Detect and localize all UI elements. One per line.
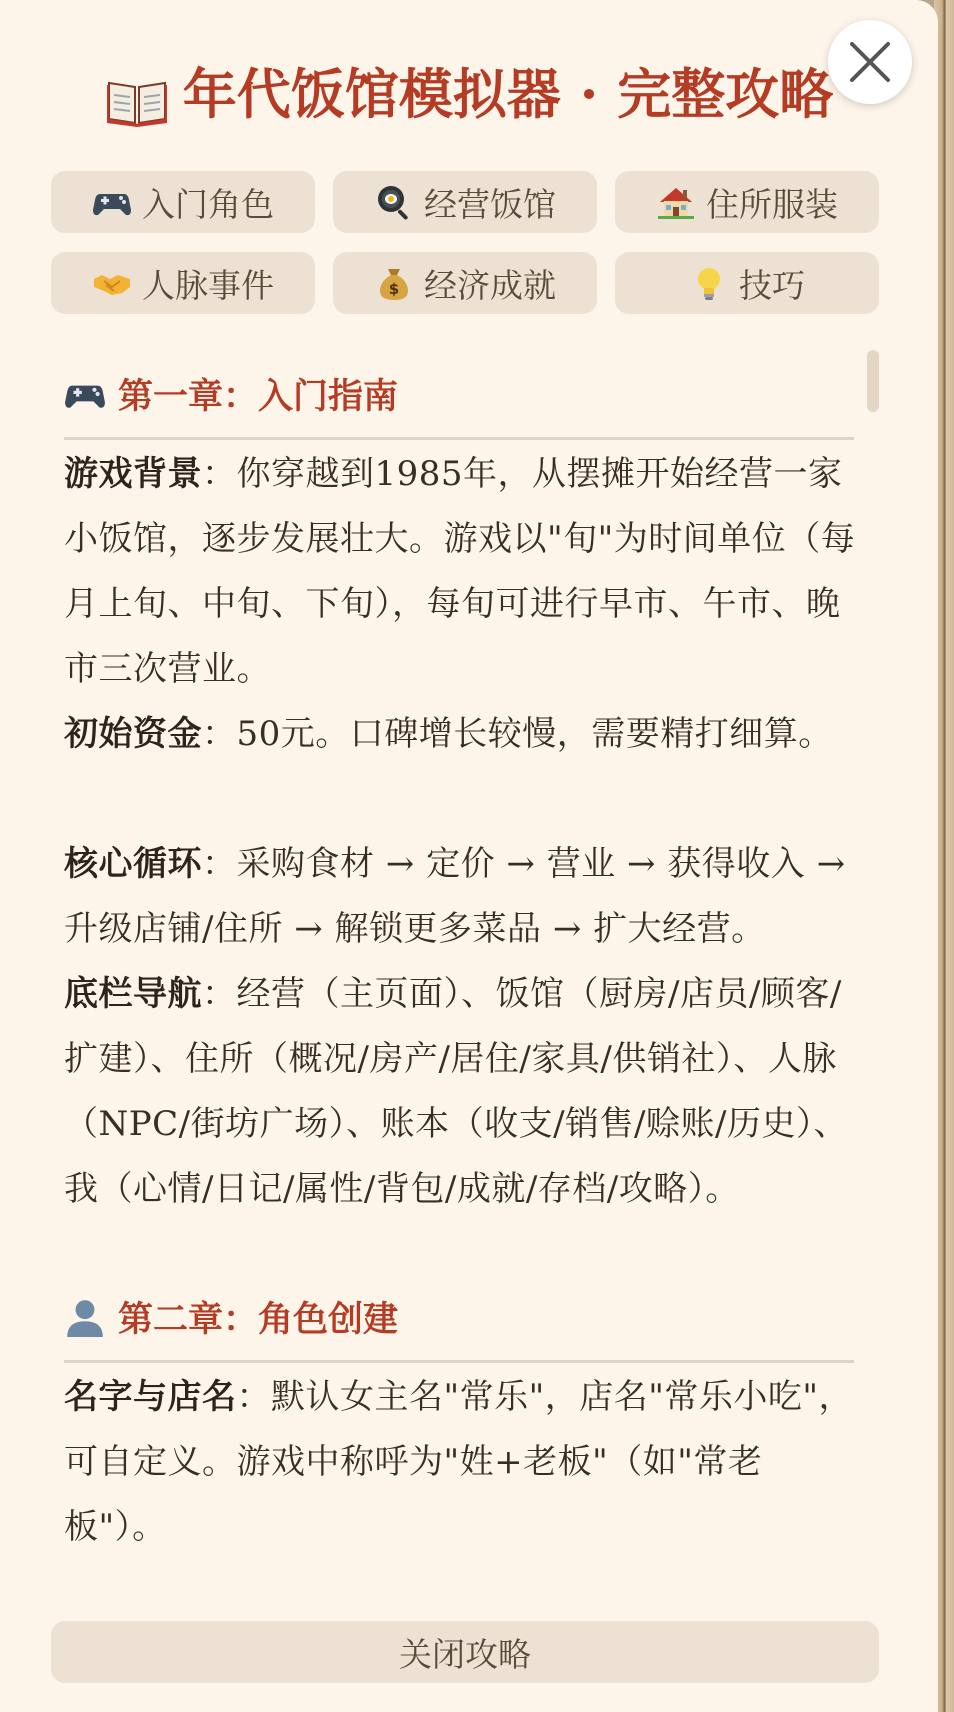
chapter-divider <box>64 437 854 440</box>
paragraph-initial-funds <box>64 702 864 767</box>
paragraph-game-background <box>64 442 864 702</box>
gamepad-icon <box>64 373 106 415</box>
chapter-title: 第一章：入门指南 <box>118 376 399 417</box>
frying-pan-icon <box>374 182 414 222</box>
open-book-icon <box>105 71 169 127</box>
chapter-heading <box>64 1287 854 1347</box>
gamepad-icon <box>92 182 132 222</box>
tab-tips[interactable] <box>615 252 879 314</box>
chapter-title: 第二章：角色创建 <box>118 1299 399 1340</box>
handshake-icon <box>92 263 132 303</box>
paragraph-bottom-nav <box>64 962 864 1222</box>
paragraph-core-loop <box>64 832 864 962</box>
tab-label: 入门角色 <box>142 184 274 224</box>
tab-label: 经营饭馆 <box>424 184 556 224</box>
tab-label: 人脉事件 <box>142 265 274 305</box>
paragraph-text: ：你穿越到1985年，从摆摊开始经营一家小饭馆，逐步发展壮大。游戏以"旬"为时间单位（每月上旬、中旬、下旬），每旬可进行早市、午市、晚市三次营业。 <box>64 454 856 689</box>
tab-label: 住所服装 <box>706 184 838 224</box>
close-guide-button[interactable]: 关闭攻略 <box>51 1621 879 1683</box>
close-icon-button[interactable] <box>828 20 912 104</box>
paragraph-term: 底栏导航 <box>64 974 202 1014</box>
content-scrollbar[interactable] <box>867 350 879 412</box>
paragraph-term: 名字与店名 <box>64 1377 237 1417</box>
paragraph-text: ：经营（主页面）、饭馆（厨房/店员/顾客/扩建）、住所（概况/房产/居住/家具/供销社）、人脉（NPC/街坊广场）、账本（收支/销售/赊账/历史）、我（心情/日记/属性/背包/成就/存档/攻略）。 <box>64 974 848 1209</box>
tab-economy-achievements[interactable] <box>333 252 597 314</box>
money-bag-icon <box>374 263 414 303</box>
house-icon <box>656 182 696 222</box>
tab-manage-restaurant[interactable] <box>333 171 597 233</box>
person-silhouette-icon <box>64 1296 106 1338</box>
chapter-heading <box>64 364 854 424</box>
tab-housing-clothing[interactable] <box>615 171 879 233</box>
paragraph-text: ：默认女主名"常乐"，店名"常乐小吃"，可自定义。游戏中称呼为"姓+老板"（如"常老板"）。 <box>64 1377 854 1547</box>
paragraph-name-shop <box>64 1365 864 1560</box>
lightbulb-icon <box>689 263 729 303</box>
guide-title-text: 年代饭馆模拟器 · 完整攻略 <box>182 62 834 126</box>
tab-label: 技巧 <box>739 265 805 305</box>
tab-intro-character[interactable] <box>51 171 315 233</box>
paragraph-text: ：50元。口碑增长较慢，需要精打细算。 <box>202 714 833 754</box>
paragraph-term: 核心循环 <box>64 844 202 884</box>
paragraph-text: ：采购食材 → 定价 → 营业 → 获得收入 → 升级店铺/住所 → 解锁更多菜品 → 扩大经营。 <box>64 844 846 949</box>
paragraph-term: 初始资金 <box>64 714 202 754</box>
guide-title <box>0 58 938 130</box>
svg-text:$: $ <box>388 280 400 298</box>
tab-label: 经济成就 <box>424 265 556 305</box>
close-icon <box>828 20 912 104</box>
tab-connections-events[interactable] <box>51 252 315 314</box>
chapter-divider <box>64 1360 854 1363</box>
paragraph-term: 游戏背景 <box>64 454 202 494</box>
